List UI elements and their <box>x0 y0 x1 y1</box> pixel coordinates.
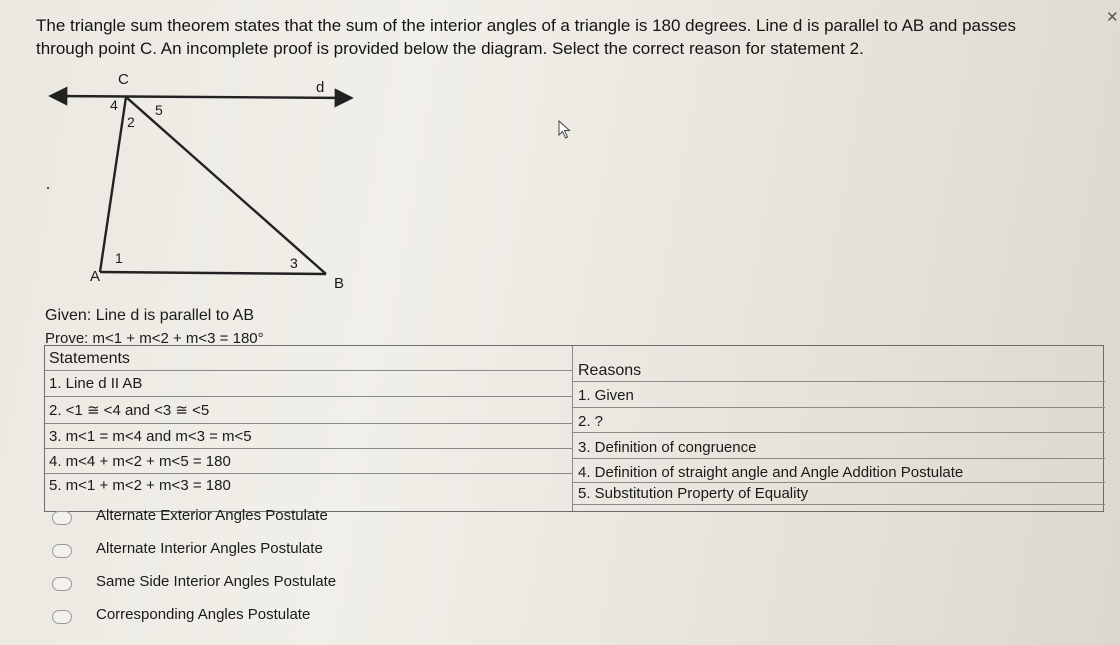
statement-row-2: 2. <1 ≅ <4 and <3 ≅ <5 <box>45 397 572 424</box>
segment-ca <box>100 97 126 272</box>
label-point-b: B <box>334 275 345 292</box>
label-angle-5: 5 <box>155 102 163 118</box>
reason-row-4: 4. Definition of straight angle and Angle Addition Postulate <box>573 459 1105 483</box>
statements-header: Statements <box>45 346 572 371</box>
close-icon[interactable]: ✕ <box>1106 9 1119 26</box>
reason-row-2: 2. ? <box>573 408 1105 433</box>
proof-table <box>44 345 1104 512</box>
segment-ab <box>100 272 326 274</box>
statements-column <box>45 346 573 511</box>
line-d <box>52 96 350 98</box>
segment-cb <box>126 97 326 274</box>
label-point-c: C <box>118 71 129 88</box>
prove-statement: Prove: m<1 + m<2 + m<3 = 180° <box>45 330 264 347</box>
option-label: Same Side Interior Angles Postulate <box>96 573 337 590</box>
label-angle-2: 2 <box>127 114 135 130</box>
reason-row-1: 1. Given <box>573 382 1105 408</box>
option-label: Alternate Exterior Angles Postulate <box>96 507 328 524</box>
option-label: Alternate Interior Angles Postulate <box>96 540 323 557</box>
statement-row-5: 5. m<1 + m<2 + m<3 = 180 <box>49 477 231 494</box>
prompt-line-1: The triangle sum theorem states that the sum of the interior angles of a triangle is 180 degrees. Line d is parallel to AB and passes <box>36 16 1016 35</box>
option-label: Corresponding Angles Postulate <box>96 606 311 623</box>
label-line-d: d <box>316 79 325 96</box>
question-prompt <box>36 14 1086 60</box>
triangle-diagram <box>38 60 368 300</box>
radio-button[interactable] <box>52 577 72 591</box>
radio-button[interactable] <box>52 544 72 558</box>
reason-row-5: 5. Substitution Property of Equality <box>573 483 1105 505</box>
option-alternate-exterior[interactable] <box>52 507 392 535</box>
mouse-pointer-icon <box>558 120 574 142</box>
statement-row-3: 3. m<1 = m<4 and m<3 = m<5 <box>45 424 572 449</box>
option-same-side-interior[interactable] <box>52 573 392 601</box>
reason-row-3: 3. Definition of congruence <box>573 433 1105 459</box>
option-alternate-interior[interactable] <box>52 540 392 568</box>
statement-row-1: 1. Line d II AB <box>45 371 572 397</box>
radio-button[interactable] <box>52 610 72 624</box>
given-statement: Given: Line d is parallel to AB <box>45 307 255 324</box>
label-angle-1: 1 <box>115 250 123 266</box>
reasons-header: Reasons <box>573 360 1105 382</box>
prompt-line-2: through point C. An incomplete proof is provided below the diagram. Select the correct reason for statement 2. <box>36 39 864 58</box>
label-point-a: A <box>90 268 101 285</box>
label-angle-4: 4 <box>110 97 118 113</box>
statement-row-4: 4. m<4 + m<2 + m<5 = 180 <box>45 449 572 474</box>
label-angle-3: 3 <box>290 255 298 271</box>
radio-button[interactable] <box>52 511 72 525</box>
option-corresponding[interactable] <box>52 606 392 634</box>
